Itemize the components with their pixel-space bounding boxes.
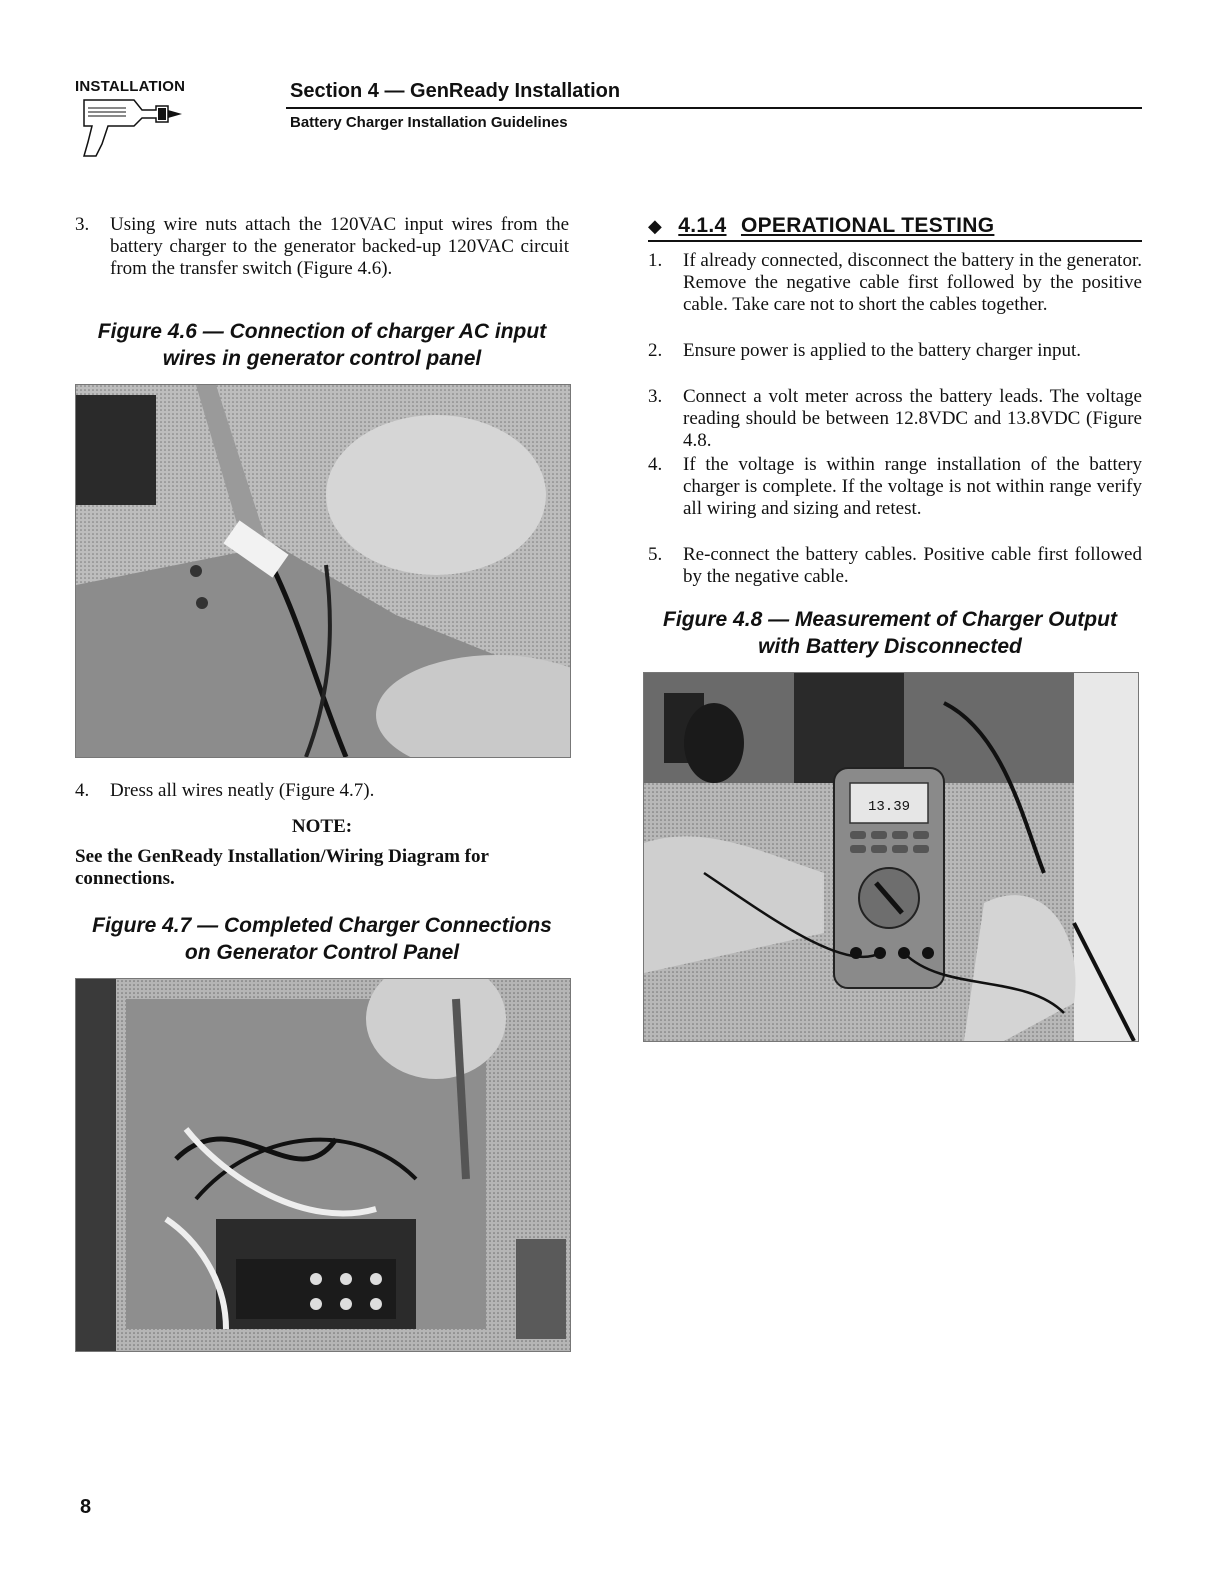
note-text: See the GenReady Installation/Wiring Diagram for connections. [75, 846, 489, 889]
list-item [648, 454, 1142, 542]
heading-title: OPERATIONAL TESTING [740, 214, 995, 237]
list-number: 2. [648, 340, 663, 361]
list-text: If already connected, disconnect the battery in the generator. Remove the negative cable first followed by the positive cable. Take care not to short the cables together. [683, 250, 1142, 315]
list-text: Using wire nuts attach the 120VAC input wires from the battery charger to the generator backed-up 120VAC circuit from the transfer switch (Figure 4.6). [110, 214, 569, 279]
diamond-bullet-icon: ◆ [648, 216, 662, 236]
figure-4-6-photo [75, 384, 571, 758]
list-number: 3. [648, 386, 663, 407]
figure-4-8-caption: Figure 4.8 — Measurement of Charger Output with Battery Disconnected [663, 608, 1117, 658]
operational-testing-heading [648, 214, 1142, 242]
section-title: Section 4 — GenReady Installation [290, 80, 621, 102]
section-subtitle: Battery Charger Installation Guidelines [290, 114, 568, 131]
list-text: Connect a volt meter across the battery leads. The voltage reading should be between 12.8VDC and 13.8VDC (Figure 4.8. [683, 386, 1142, 451]
list-text: If the voltage is within range installation of the battery charger is complete. If the voltage is not within range verify all wiring and sizing and retest. [683, 454, 1142, 519]
meter-reading: 13.39 [867, 799, 911, 815]
header-rule [286, 107, 1142, 109]
note-heading: NOTE: [291, 816, 353, 837]
figure-4-6-caption: Figure 4.6 — Connection of charger AC input wires in generator control panel [97, 320, 547, 370]
figure-4-7-photo [75, 978, 571, 1352]
list-number: 3. [75, 214, 90, 235]
list-text: Ensure power is applied to the battery charger input. [683, 340, 1081, 361]
list-number: 4. [75, 780, 90, 801]
list-item [648, 250, 1142, 338]
list-item [648, 386, 1142, 452]
list-number: 4. [648, 454, 663, 475]
list-item [75, 780, 569, 804]
list-item [648, 340, 1142, 384]
list-item [75, 214, 569, 304]
installation-label: INSTALLATION [75, 78, 186, 95]
list-item [648, 544, 1142, 588]
page-number: 8 [80, 1496, 92, 1518]
heading-number: 4.1.4 [678, 214, 727, 237]
list-text: Dress all wires neatly (Figure 4.7). [110, 780, 375, 801]
list-number: 5. [648, 544, 663, 565]
list-text: Re-connect the battery cables. Positive cable first followed by the negative cable. [683, 544, 1142, 587]
list-number: 1. [648, 250, 663, 271]
figure-4-7-caption: Figure 4.7 — Completed Charger Connections on Generator Control Panel [92, 914, 552, 964]
figure-4-8-photo [643, 672, 1139, 1042]
drill-icon [76, 96, 206, 166]
